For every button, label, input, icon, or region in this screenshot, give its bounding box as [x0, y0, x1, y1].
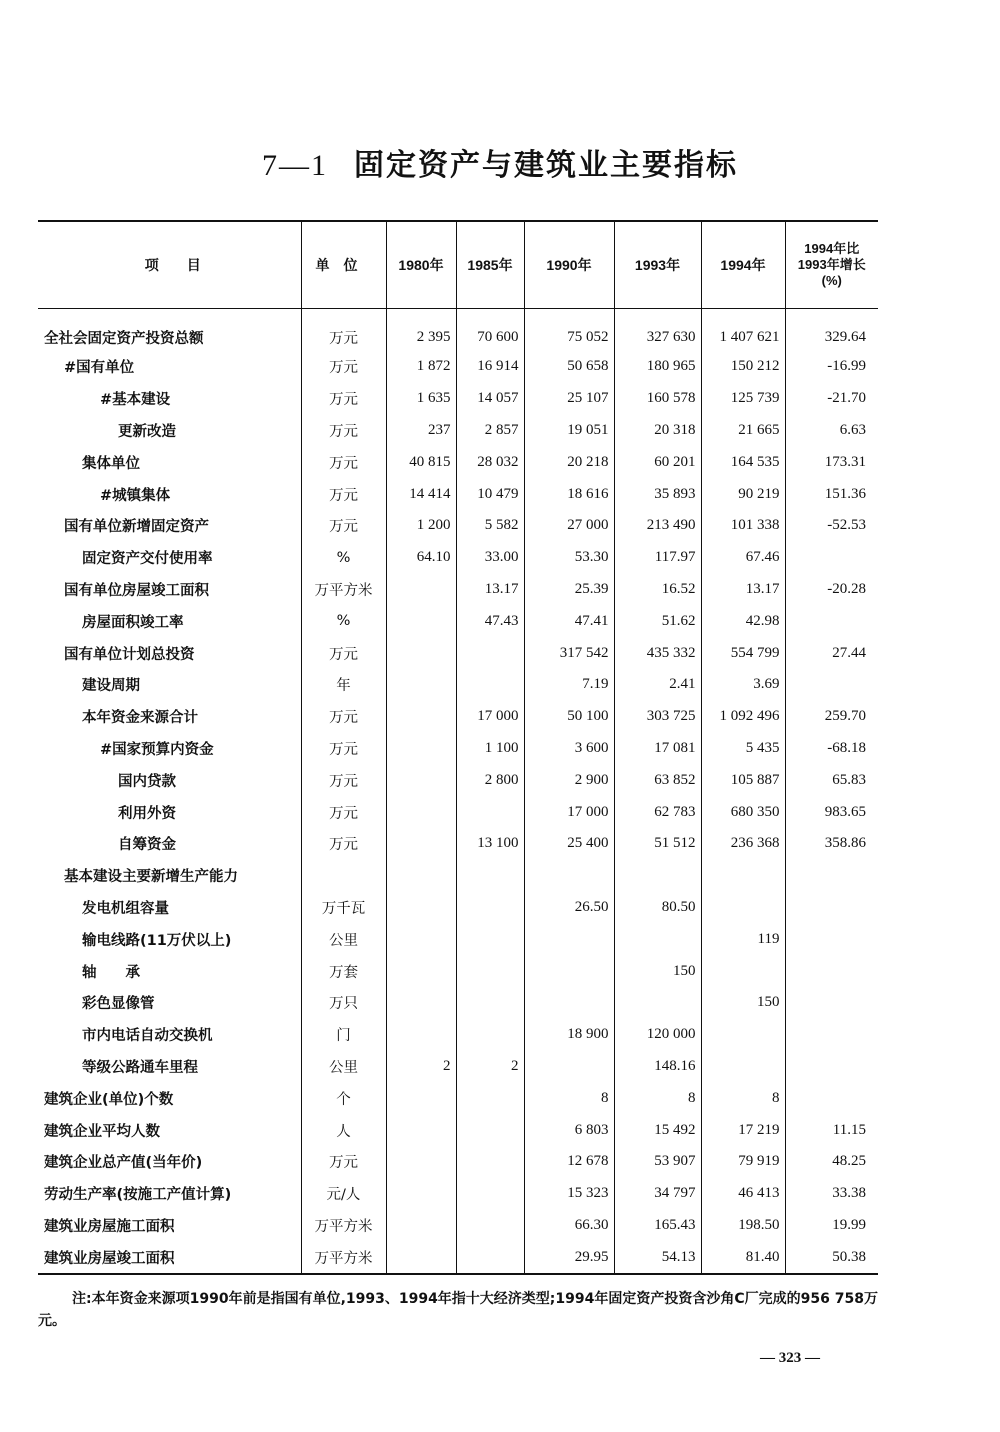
cell-v1980: [386, 1082, 456, 1114]
cell-v1980: [386, 1178, 456, 1210]
cell-v1980: [386, 860, 456, 892]
cell-v1985: 2: [456, 1051, 524, 1083]
cell-v1980: 1 635: [386, 383, 456, 415]
table-row: [38, 309, 878, 352]
cell-v1993: 20 318: [614, 415, 701, 447]
cell-v1994: 5 435: [701, 733, 785, 765]
row-unit: 万元: [301, 478, 386, 510]
cell-v1990: 7.19: [524, 669, 614, 701]
cell-v1980: 2 395: [386, 309, 456, 352]
cell-v1985: 28 032: [456, 446, 524, 478]
cell-v1993: 213 490: [614, 510, 701, 542]
row-label: 本年资金来源合计: [82, 710, 198, 727]
cell-v1980: [386, 637, 456, 669]
cell-growth: 259.70: [785, 701, 878, 733]
row-label: 自筹资金: [118, 837, 176, 854]
cell-v1994: 17 219: [701, 1114, 785, 1146]
cell-growth: 33.38: [785, 1178, 878, 1210]
row-unit: 元/人: [301, 1178, 386, 1210]
cell-v1985: 70 600: [456, 309, 524, 352]
row-label: 轴 承: [82, 964, 140, 981]
row-label: 利用外资: [118, 805, 176, 822]
cell-growth: 11.15: [785, 1114, 878, 1146]
cell-v1980: [386, 733, 456, 765]
row-unit: 万千瓦: [301, 892, 386, 924]
cell-v1980: 237: [386, 415, 456, 447]
cell-v1990: 50 100: [524, 701, 614, 733]
row-label: #基本建设: [100, 392, 171, 409]
cell-v1990: 25 400: [524, 828, 614, 860]
cell-v1985: [456, 1146, 524, 1178]
table-row: [38, 415, 878, 447]
cell-v1993: 15 492: [614, 1114, 701, 1146]
cell-v1990: 66.30: [524, 1210, 614, 1242]
cell-v1985: [456, 1019, 524, 1051]
row-unit: 门: [301, 1019, 386, 1051]
cell-v1993: 54.13: [614, 1241, 701, 1274]
cell-growth: 48.25: [785, 1146, 878, 1178]
row-label: 彩色显像管: [82, 996, 155, 1013]
cell-v1990: 25.39: [524, 574, 614, 606]
cell-v1980: 1 872: [386, 351, 456, 383]
row-unit: 万元: [301, 1146, 386, 1178]
cell-growth: -68.18: [785, 733, 878, 765]
indicator-table: [38, 220, 878, 1275]
cell-v1993: 53 907: [614, 1146, 701, 1178]
row-label: 建设周期: [82, 678, 140, 695]
row-unit: 万元: [301, 733, 386, 765]
cell-v1980: [386, 923, 456, 955]
cell-v1985: 17 000: [456, 701, 524, 733]
cell-v1993: 35 893: [614, 478, 701, 510]
cell-v1985: [456, 669, 524, 701]
cell-growth: [785, 923, 878, 955]
cell-v1994: 3.69: [701, 669, 785, 701]
row-unit: %: [301, 605, 386, 637]
cell-v1994: [701, 892, 785, 924]
row-label: 国有单位计划总投资: [64, 646, 195, 663]
row-unit: 万平方米: [301, 1210, 386, 1242]
table-row: [38, 796, 878, 828]
row-unit: %: [301, 542, 386, 574]
header-1993: 1993年: [614, 221, 701, 309]
row-unit: 万元: [301, 828, 386, 860]
header-1994: 1994年: [701, 221, 785, 309]
row-label: 建筑业房屋竣工面积: [44, 1250, 175, 1267]
cell-v1985: [456, 923, 524, 955]
cell-v1993: 435 332: [614, 637, 701, 669]
cell-growth: 19.99: [785, 1210, 878, 1242]
cell-growth: -20.28: [785, 574, 878, 606]
row-label: 等级公路通车里程: [82, 1059, 198, 1076]
row-unit: 个: [301, 1082, 386, 1114]
table-row: [38, 860, 878, 892]
row-label: #国有单位: [64, 360, 135, 377]
cell-v1985: 33.00: [456, 542, 524, 574]
cell-v1994: 90 219: [701, 478, 785, 510]
cell-v1990: [524, 923, 614, 955]
cell-v1990: 2 900: [524, 764, 614, 796]
cell-growth: [785, 1051, 878, 1083]
cell-v1980: 14 414: [386, 478, 456, 510]
cell-growth: [785, 1019, 878, 1051]
cell-v1980: [386, 1114, 456, 1146]
cell-growth: -21.70: [785, 383, 878, 415]
cell-v1990: 3 600: [524, 733, 614, 765]
cell-v1985: [456, 796, 524, 828]
cell-v1980: [386, 574, 456, 606]
row-unit: 万元: [301, 701, 386, 733]
cell-v1993: [614, 923, 701, 955]
cell-v1990: 15 323: [524, 1178, 614, 1210]
cell-v1980: [386, 987, 456, 1019]
cell-v1985: 14 057: [456, 383, 524, 415]
cell-v1990: 50 658: [524, 351, 614, 383]
cell-v1994: 42.98: [701, 605, 785, 637]
cell-v1993: 51 512: [614, 828, 701, 860]
cell-v1994: 79 919: [701, 1146, 785, 1178]
cell-v1993: 16.52: [614, 574, 701, 606]
cell-v1980: [386, 1019, 456, 1051]
row-label: 房屋面积竣工率: [82, 614, 184, 631]
row-unit: 公里: [301, 923, 386, 955]
cell-v1994: [701, 1019, 785, 1051]
cell-v1993: 150: [614, 955, 701, 987]
cell-v1993: 8: [614, 1082, 701, 1114]
table-row: [38, 733, 878, 765]
cell-v1994: 101 338: [701, 510, 785, 542]
table-row: [38, 637, 878, 669]
cell-growth: -16.99: [785, 351, 878, 383]
cell-v1994: 21 665: [701, 415, 785, 447]
cell-growth: [785, 542, 878, 574]
cell-v1980: [386, 701, 456, 733]
row-unit: 人: [301, 1114, 386, 1146]
row-label: #国家预算内资金: [100, 741, 214, 758]
table-row: [38, 1114, 878, 1146]
table-row: [38, 1210, 878, 1242]
cell-v1985: [456, 987, 524, 1019]
cell-v1990: [524, 955, 614, 987]
cell-v1994: 81.40: [701, 1241, 785, 1274]
row-label: 建筑业房屋施工面积: [44, 1218, 175, 1235]
cell-v1994: 67.46: [701, 542, 785, 574]
cell-v1993: 62 783: [614, 796, 701, 828]
cell-v1990: 27 000: [524, 510, 614, 542]
cell-v1985: [456, 637, 524, 669]
row-unit: 万元: [301, 796, 386, 828]
table-row: [38, 1178, 878, 1210]
row-unit: 万平方米: [301, 574, 386, 606]
cell-v1994: 150: [701, 987, 785, 1019]
cell-growth: [785, 669, 878, 701]
cell-v1993: 80.50: [614, 892, 701, 924]
cell-v1993: 180 965: [614, 351, 701, 383]
cell-v1990: 75 052: [524, 309, 614, 352]
cell-growth: [785, 892, 878, 924]
cell-v1990: 47.41: [524, 605, 614, 637]
row-unit: 万套: [301, 955, 386, 987]
cell-v1985: 13 100: [456, 828, 524, 860]
table-row: [38, 1051, 878, 1083]
row-unit: 万元: [301, 415, 386, 447]
page-title: [0, 140, 1000, 184]
cell-v1990: 26.50: [524, 892, 614, 924]
table-title: 固定资产与建筑业主要指标: [354, 148, 738, 183]
cell-v1993: 165.43: [614, 1210, 701, 1242]
cell-v1980: [386, 1146, 456, 1178]
header-row: [38, 221, 878, 309]
cell-v1994: 125 739: [701, 383, 785, 415]
cell-v1994: [701, 860, 785, 892]
cell-v1985: [456, 1241, 524, 1274]
cell-v1990: 18 616: [524, 478, 614, 510]
cell-v1985: [456, 1210, 524, 1242]
table-row: [38, 955, 878, 987]
cell-v1993: 34 797: [614, 1178, 701, 1210]
table-row: [38, 351, 878, 383]
table-row: [38, 446, 878, 478]
table-row: [38, 987, 878, 1019]
table-row: [38, 892, 878, 924]
cell-v1994: 46 413: [701, 1178, 785, 1210]
row-unit: [301, 860, 386, 892]
cell-v1980: [386, 828, 456, 860]
cell-v1985: 16 914: [456, 351, 524, 383]
cell-v1994: 8: [701, 1082, 785, 1114]
table-row: [38, 828, 878, 860]
cell-v1985: 10 479: [456, 478, 524, 510]
row-label: 国内贷款: [118, 773, 176, 790]
cell-growth: 50.38: [785, 1241, 878, 1274]
header-1985: 1985年: [456, 221, 524, 309]
cell-v1980: 64.10: [386, 542, 456, 574]
row-label: 发电机组容量: [82, 900, 169, 917]
cell-v1994: [701, 1051, 785, 1083]
cell-growth: 358.86: [785, 828, 878, 860]
cell-v1994: 554 799: [701, 637, 785, 669]
cell-v1994: 198.50: [701, 1210, 785, 1242]
cell-v1994: [701, 955, 785, 987]
cell-v1994: 150 212: [701, 351, 785, 383]
cell-v1985: [456, 1114, 524, 1146]
cell-v1990: 25 107: [524, 383, 614, 415]
cell-v1985: [456, 860, 524, 892]
table-number: 7—1: [262, 149, 328, 182]
row-label: 输电线路(11万伏以上): [82, 932, 232, 949]
row-unit: 万元: [301, 446, 386, 478]
table-row: [38, 923, 878, 955]
header-item: 项目: [38, 221, 301, 309]
cell-v1990: 8: [524, 1082, 614, 1114]
cell-v1990: 12 678: [524, 1146, 614, 1178]
cell-v1994: 164 535: [701, 446, 785, 478]
row-unit: 万平方米: [301, 1241, 386, 1274]
cell-v1980: 40 815: [386, 446, 456, 478]
header-unit: 单位: [301, 221, 386, 309]
cell-v1993: 63 852: [614, 764, 701, 796]
cell-v1985: 47.43: [456, 605, 524, 637]
cell-v1993: 117.97: [614, 542, 701, 574]
header-1990: 1990年: [524, 221, 614, 309]
row-unit: 万元: [301, 510, 386, 542]
cell-v1990: 17 000: [524, 796, 614, 828]
row-unit: 万元: [301, 764, 386, 796]
row-label: #城镇集体: [100, 487, 171, 504]
table-row: [38, 574, 878, 606]
cell-v1985: 2 857: [456, 415, 524, 447]
page-number: — 323 —: [760, 1350, 820, 1366]
cell-v1990: [524, 987, 614, 1019]
row-unit: 年: [301, 669, 386, 701]
cell-v1993: 303 725: [614, 701, 701, 733]
cell-v1980: 1 200: [386, 510, 456, 542]
cell-v1993: 148.16: [614, 1051, 701, 1083]
table-row: [38, 1082, 878, 1114]
row-unit: 万只: [301, 987, 386, 1019]
cell-v1993: [614, 987, 701, 1019]
cell-v1993: 327 630: [614, 309, 701, 352]
cell-v1985: [456, 955, 524, 987]
table-row: [38, 1241, 878, 1274]
table-row: [38, 764, 878, 796]
cell-v1994: 1 407 621: [701, 309, 785, 352]
cell-growth: [785, 1082, 878, 1114]
cell-v1990: [524, 860, 614, 892]
row-label: 市内电话自动交换机: [82, 1028, 213, 1045]
cell-v1990: 317 542: [524, 637, 614, 669]
table-row: [38, 1019, 878, 1051]
cell-v1980: [386, 1241, 456, 1274]
cell-v1980: [386, 669, 456, 701]
cell-v1985: [456, 1178, 524, 1210]
cell-growth: 983.65: [785, 796, 878, 828]
cell-growth: [785, 955, 878, 987]
row-label: 更新改造: [118, 423, 176, 440]
cell-v1990: [524, 1051, 614, 1083]
cell-v1985: 5 582: [456, 510, 524, 542]
cell-v1985: [456, 1082, 524, 1114]
cell-growth: 151.36: [785, 478, 878, 510]
table-row: [38, 1146, 878, 1178]
cell-growth: 329.64: [785, 309, 878, 352]
row-unit: 万元: [301, 383, 386, 415]
row-unit: 万元: [301, 637, 386, 669]
cell-v1990: 18 900: [524, 1019, 614, 1051]
cell-v1980: [386, 605, 456, 637]
table-row: [38, 669, 878, 701]
table-row: [38, 542, 878, 574]
cell-v1993: 60 201: [614, 446, 701, 478]
cell-v1985: 13.17: [456, 574, 524, 606]
cell-v1980: 2: [386, 1051, 456, 1083]
cell-v1990: 6 803: [524, 1114, 614, 1146]
cell-v1980: [386, 764, 456, 796]
cell-v1994: 680 350: [701, 796, 785, 828]
cell-growth: 27.44: [785, 637, 878, 669]
cell-v1993: 51.62: [614, 605, 701, 637]
table-row: [38, 605, 878, 637]
cell-growth: [785, 860, 878, 892]
cell-growth: [785, 987, 878, 1019]
cell-growth: 173.31: [785, 446, 878, 478]
header-1980: 1980年: [386, 221, 456, 309]
table-body: [38, 309, 878, 1275]
header-growth: 1994年比1993年增长(%): [785, 221, 878, 309]
cell-growth: 65.83: [785, 764, 878, 796]
cell-v1993: 120 000: [614, 1019, 701, 1051]
cell-v1985: [456, 892, 524, 924]
row-label: 基本建设主要新增生产能力: [64, 869, 238, 886]
cell-v1990: 19 051: [524, 415, 614, 447]
row-label: 建筑企业平均人数: [44, 1123, 160, 1140]
cell-v1993: 17 081: [614, 733, 701, 765]
row-label: 国有单位新增固定资产: [64, 519, 209, 536]
cell-v1980: [386, 796, 456, 828]
cell-v1980: [386, 1210, 456, 1242]
table-row: [38, 478, 878, 510]
cell-v1985: 2 800: [456, 764, 524, 796]
row-label: 建筑企业总产值(当年价): [44, 1155, 203, 1172]
cell-v1990: 20 218: [524, 446, 614, 478]
row-label: 国有单位房屋竣工面积: [64, 582, 209, 599]
cell-v1993: 2.41: [614, 669, 701, 701]
cell-v1994: 236 368: [701, 828, 785, 860]
row-label: 集体单位: [82, 455, 140, 472]
table-row: [38, 510, 878, 542]
cell-v1985: 1 100: [456, 733, 524, 765]
cell-v1990: 53.30: [524, 542, 614, 574]
row-unit: 万元: [301, 351, 386, 383]
cell-v1994: 105 887: [701, 764, 785, 796]
row-label: 建筑企业(单位)个数: [44, 1091, 174, 1108]
row-label: 全社会固定资产投资总额: [44, 330, 204, 347]
cell-growth: -52.53: [785, 510, 878, 542]
row-unit: 公里: [301, 1051, 386, 1083]
cell-growth: [785, 605, 878, 637]
cell-growth: 6.63: [785, 415, 878, 447]
cell-v1993: [614, 860, 701, 892]
cell-v1993: 160 578: [614, 383, 701, 415]
row-label: 固定资产交付使用率: [82, 551, 213, 568]
table-row: [38, 701, 878, 733]
cell-v1990: 29.95: [524, 1241, 614, 1274]
cell-v1994: 13.17: [701, 574, 785, 606]
cell-v1980: [386, 955, 456, 987]
cell-v1994: 119: [701, 923, 785, 955]
cell-v1980: [386, 892, 456, 924]
table-row: [38, 383, 878, 415]
cell-v1994: 1 092 496: [701, 701, 785, 733]
row-label: 劳动生产率(按施工产值计算): [44, 1187, 232, 1204]
footnote: 注:本年资金来源项1990年前是指国有单位,1993、1994年指十大经济类型;1994年固定资产投资含沙角C厂完成的956 758万元。: [38, 1291, 878, 1329]
row-unit: 万元: [301, 309, 386, 352]
